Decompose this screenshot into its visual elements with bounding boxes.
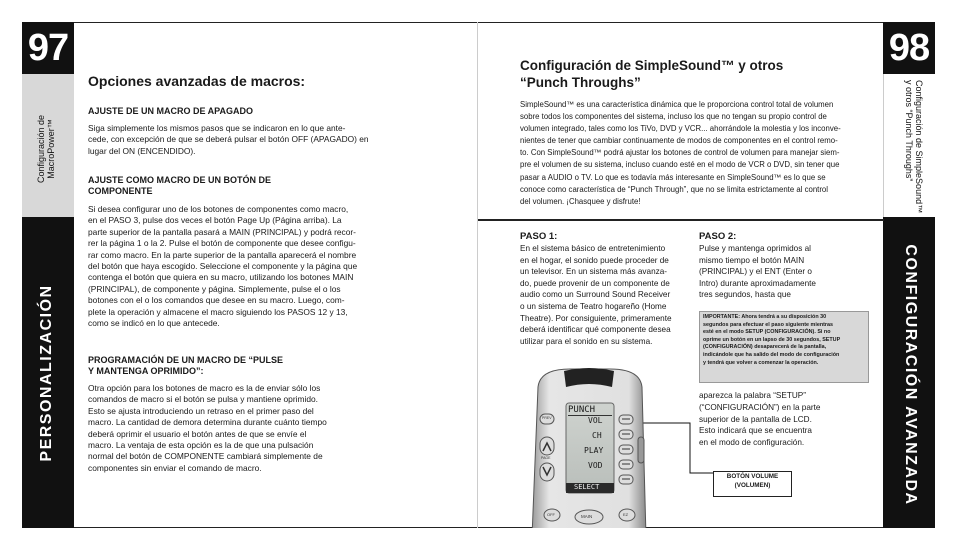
page-number-text: 97 — [27, 26, 69, 69]
note-line: (CONFIGURACIÓN) desaparecerá de la pantalla, — [703, 344, 827, 351]
note-line: y tendrá que volver a comenzar la operación. — [703, 359, 819, 366]
side-tab-line: Configuración de — [36, 114, 46, 184]
button-label: PREV — [542, 416, 552, 420]
page-number-left — [22, 22, 74, 74]
body-line: audio como un Surround Sound Receiver — [520, 290, 671, 300]
body-line: Theatre). Por consiguiente, primeramente — [520, 313, 672, 323]
title-line: Configuración de SimpleSound™ y otros — [520, 58, 784, 73]
body-line: pasar a AUDIO o TV. Lo que es todavía más interesante en SimpleSound™ es lo que se — [520, 172, 826, 182]
body-line: como se indicó en lo que antecede. — [88, 318, 220, 329]
subsection-body — [88, 383, 388, 474]
body-line: del botón que haya escogido. Seleccione el componente y la página que — [88, 261, 358, 272]
callout-line: (VOLUMEN) — [734, 482, 771, 489]
side-tab-section-label — [36, 84, 56, 214]
body-line: nientes de tener que cambiar continuamente de modos de componentes en el control remo- — [520, 136, 838, 146]
body-line: volumen integrado, tales como los TiVo, DVD y VCR... ahorrándole la molestia y los inconve- — [520, 124, 841, 134]
side-tab-chapter-left — [22, 217, 74, 528]
lcd-item: CH — [592, 431, 602, 440]
step-heading: PASO 2: — [699, 231, 737, 242]
body-line: Esto se ajusta introduciendo un retraso en el primer paso del — [88, 405, 314, 416]
note-line: segundos para efectuar el paso siguiente mientras — [703, 321, 834, 328]
note-line: IMPORTANTE: Ahora tendrá a su disposición 30 — [703, 314, 827, 320]
subsection-heading: AJUSTE DE UN MACRO DE APAGADO — [88, 106, 254, 116]
side-tab-line: y otros “Punch Throughs” — [904, 80, 914, 182]
section-componente — [88, 175, 388, 329]
note-line: indicándole que ha salido del modo de configuración — [703, 351, 840, 358]
section-rule — [478, 219, 884, 221]
body-line: Si desea configurar uno de los botones de componentes como macro, — [88, 204, 349, 214]
page-number-right — [883, 22, 935, 74]
subsection-body — [88, 204, 388, 329]
body-line: cede, con excepción de que se deberá pulsar el botón OFF (APAGADO) en — [88, 134, 369, 145]
body-line: aparezca la palabra “SETUP” — [699, 391, 806, 400]
step-1 — [520, 231, 695, 347]
lcd-item: VOD — [588, 461, 603, 470]
body-line: botones con el o los comandos que desee en su macro. Luego, com- — [88, 295, 345, 306]
body-line: mismo tiempo el botón MAIN — [699, 255, 805, 265]
body-line: en el hogar, el sonido puede proceder de — [520, 255, 669, 265]
body-line: pre el volumen de su sistema, incluso cuando esté en el modo de VCR o DVD, sin tener que — [520, 160, 840, 170]
body-line: componentes sin enviar el comando de macro. — [88, 462, 262, 473]
body-line: macro. La cantidad de demora determina durante cuánto tiempo — [88, 417, 327, 428]
body-line: superior de la pantalla de LCD. — [699, 414, 812, 424]
body-line: conoce como característica de “Punch Through”, que no se limita estrictamente al control — [520, 184, 828, 194]
note-line: oprime un botón en un lapso de 30 segundos, SETUP — [703, 336, 841, 343]
callout-line: BOTÓN VOLUME — [726, 473, 779, 480]
button-label: EZ — [623, 512, 629, 517]
body-line: sobre todos los componentes del sistema, incluso los que no tengan su propio control de — [520, 112, 827, 122]
body-line: SimpleSound™ es una característica dinámica que le proporciona control total de volumen — [520, 100, 834, 109]
body-line: contenga el botón que quiera en su macro, utilizando los botones MAIN — [88, 272, 354, 283]
button-label: OFF — [547, 512, 555, 517]
body-line: Intro) durante aproximadamente — [699, 278, 816, 288]
important-note — [699, 311, 869, 383]
body-line: Esto indicará que se encuentra — [699, 426, 812, 436]
body-line: Otra opción para los botones de macro es la de enviar sólo los — [88, 383, 321, 393]
remote-control-illustration — [530, 367, 648, 528]
subsection-heading: PROGRAMACIÓN DE UN MACRO DE “PULSE — [88, 355, 284, 365]
body-line: (“CONFIGURACIÓN”) en la parte — [699, 402, 821, 412]
section-apagado — [88, 106, 388, 157]
body-line: del volumen. ¡Chasquee y disfrute! — [520, 196, 641, 206]
step-2 — [699, 231, 874, 301]
body-line: rar como macro. En la parte superior de la pantalla aparecerá el nombre — [88, 249, 357, 260]
body-line: un televisor. En un sistema más avanza- — [520, 267, 667, 277]
note-line: esté en el modo SETUP (CONFIGURACIÓN). Si no — [703, 329, 831, 336]
body-line: lugar del ON (ENCENDIDO). — [88, 145, 196, 156]
body-line: macro. La ventaja de esta opción es la de que una pulsación — [88, 440, 314, 451]
side-tab-section-left — [22, 74, 74, 217]
side-tab-chapter-label: CONFIGURACIÓN AVANZADA — [902, 244, 919, 506]
step-body — [520, 243, 695, 347]
title-line: “Punch Throughs” — [520, 75, 641, 90]
body-line: tres segundos, hasta que — [699, 290, 791, 300]
section-title — [520, 57, 850, 91]
button-label: MAIN — [581, 514, 593, 519]
body-line: (PRINCIPAL), de componente y página. Simplemente, pulse el o los — [88, 283, 341, 294]
body-line: plete la operación y almacene el macro siguiendo los PASOS 12 y 13, — [88, 306, 348, 317]
section-pulse-mantenga — [88, 355, 388, 474]
body-line: En el sistema básico de entretenimiento — [520, 244, 666, 253]
intro-paragraph — [520, 99, 880, 208]
side-tab-line: Configuración de SimpleSound™ — [914, 80, 924, 214]
side-tab-line: MacroPower™ — [46, 119, 56, 179]
page-gutter — [477, 22, 478, 528]
body-line: (PRINCIPAL) y el ENT (Enter o — [699, 267, 812, 277]
body-line: en el PASO 3, pulse dos veces el botón Page Up (Página arriba). La — [88, 215, 342, 226]
body-line: o un sistema de Teatro hogareño (Home — [520, 301, 667, 311]
page-number-text: 98 — [888, 26, 930, 69]
body-line: normal del botón de COMPONENTE cambiará simplemente de — [88, 451, 323, 462]
body-line: deberá oprimir el usuario el botón antes de que se envíe el — [88, 428, 307, 439]
side-tab-section-label — [904, 80, 924, 214]
section-title: Opciones avanzadas de macros: — [88, 73, 306, 89]
lcd-header: PUNCH — [568, 405, 596, 415]
button-label: PAGE — [541, 456, 551, 460]
subsection-heading: AJUSTE COMO MACRO DE UN BOTÓN DE — [88, 175, 272, 185]
body-line: utilizar para el sonido en su sistema. — [520, 336, 653, 346]
body-line: Pulse y mantenga oprimidos al — [699, 244, 811, 253]
subsection-heading: Y MANTENGA OPRIMIDO”: — [88, 366, 204, 376]
side-tab-chapter-right — [883, 217, 935, 528]
body-line: do, puede provenir de un componente de — [520, 278, 670, 288]
subsection-heading: COMPONENTE — [88, 186, 153, 196]
step-heading: PASO 1: — [520, 231, 558, 242]
side-tab-section-right — [883, 74, 935, 217]
step-body — [699, 243, 874, 301]
body-line: en el modo de configuración. — [699, 438, 805, 448]
body-line: Siga simplemente los mismos pasos que se indicaron en lo que ante- — [88, 123, 346, 133]
side-tab-chapter-label: PERSONALIZACIÓN — [38, 284, 55, 462]
lcd-item: VOL — [588, 416, 603, 425]
body-line: deberá identificar qué componente desea — [520, 325, 671, 335]
volume-button-callout — [713, 471, 792, 497]
subsection-body — [88, 123, 388, 157]
lcd-item: PLAY — [584, 446, 604, 455]
body-line: to. Con SimpleSound™ podrá ajustar los botones de control de volumen para manejar siem- — [520, 148, 840, 158]
lcd-footer: SELECT — [574, 483, 600, 491]
body-line: parte superior de la pantalla pasará a MAIN (PRINCIPAL) y podrá recor- — [88, 226, 356, 237]
body-line: rer la página 1 o la 2. Pulse el botón de componente que desee configu- — [88, 238, 356, 249]
body-line: comandos de macro si el botón se pulsa y mantiene oprimido. — [88, 394, 318, 405]
